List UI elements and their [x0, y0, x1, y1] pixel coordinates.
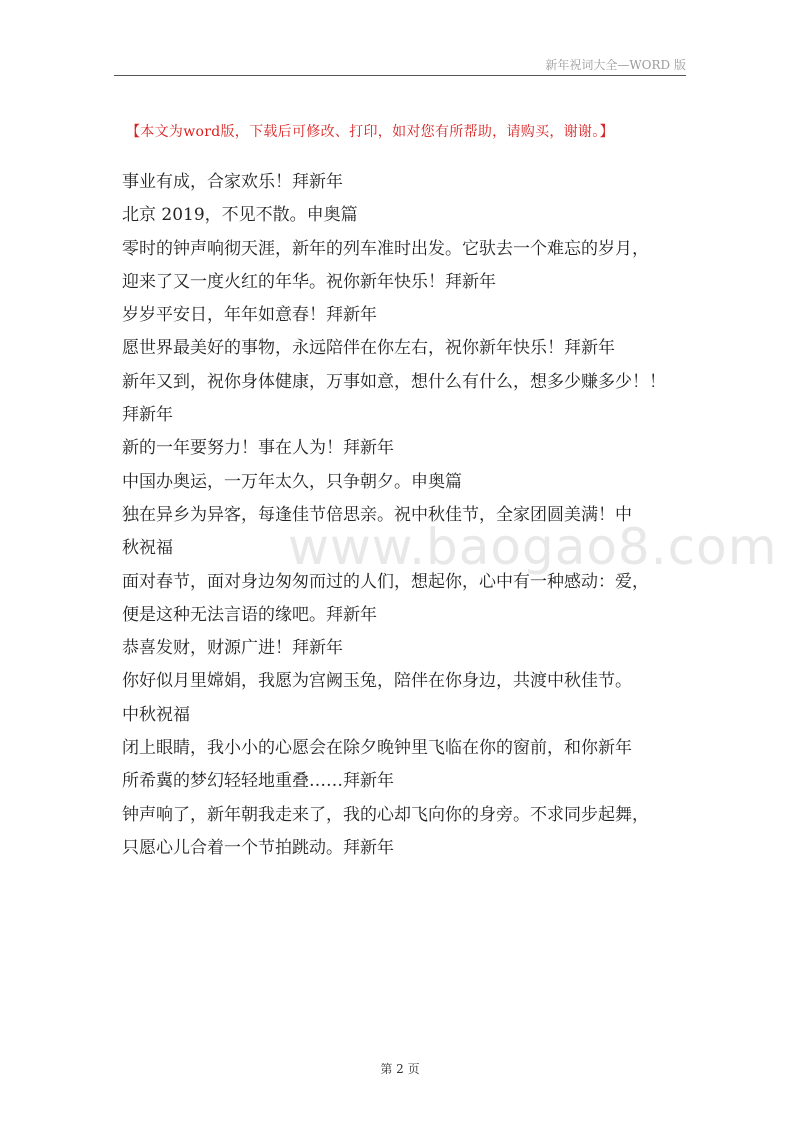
text-line: 零时的钟声响彻天涯，新年的列车准时出发。它驮去一个难忘的岁月， — [122, 238, 649, 259]
text-line: 新年又到，祝你身体健康，万事如意，想什么有什么，想多少赚多少！！ — [122, 371, 666, 392]
download-notice: 【本文为word版，下载后可修改、打印，如对您有所帮助，请购买，谢谢。】 — [126, 124, 614, 140]
text-line: 新的一年要努力！事在人为！拜新年 — [122, 438, 394, 459]
text-line: 恭喜发财，财源广进！拜新年 — [122, 638, 343, 659]
text-line: 中国办奥运，一万年太久，只争朝夕。申奥篇 — [122, 471, 462, 492]
text-line: 所希冀的梦幻轻轻地重叠……拜新年 — [122, 771, 394, 792]
text-line: 秋祝福 — [122, 538, 173, 559]
watermark: www.baogao8.com — [288, 518, 778, 576]
text-line: 面对春节，面对身边匆匆而过的人们，想起你，心中有一种感动：爱， — [122, 571, 649, 592]
text-line: 你好似月里嫦娟，我愿为宫阙玉兔，陪伴在你身边，共渡中秋佳节。 — [122, 671, 632, 692]
text-line: 便是这种无法言语的缘吧。拜新年 — [122, 604, 377, 625]
document-body — [122, 166, 694, 865]
text-line: 独在异乡为异客，每逢佳节倍思亲。祝中秋佳节，全家团圆美满！中 — [122, 504, 632, 525]
text-line: 钟声响了，新年朝我走来了，我的心却飞向你的身旁。不求同步起舞， — [122, 804, 649, 825]
text-line: 北京 2019，不见不散。申奥篇 — [122, 205, 358, 226]
page-number: 第 2 页 — [380, 1062, 420, 1076]
text-line: 迎来了又一度火红的年华。祝你新年快乐！拜新年 — [122, 271, 496, 292]
text-line: 拜新年 — [122, 405, 173, 426]
text-line: 中秋祝福 — [122, 704, 190, 725]
document-header-title: 新年祝词大全—WORD 版 — [545, 58, 686, 72]
text-line: 闭上眼睛，我小小的心愿会在除夕晚钟里飞临在你的窗前，和你新年 — [122, 738, 632, 759]
text-line: 岁岁平安日，年年如意春！拜新年 — [122, 305, 377, 326]
text-line: 事业有成，合家欢乐！拜新年 — [122, 172, 343, 192]
text-line: 愿世界最美好的事物，永远陪伴在你左右，祝你新年快乐！拜新年 — [122, 338, 615, 359]
text-line: 只愿心儿合着一个节拍跳动。拜新年 — [122, 837, 394, 858]
header-divider — [114, 75, 686, 76]
